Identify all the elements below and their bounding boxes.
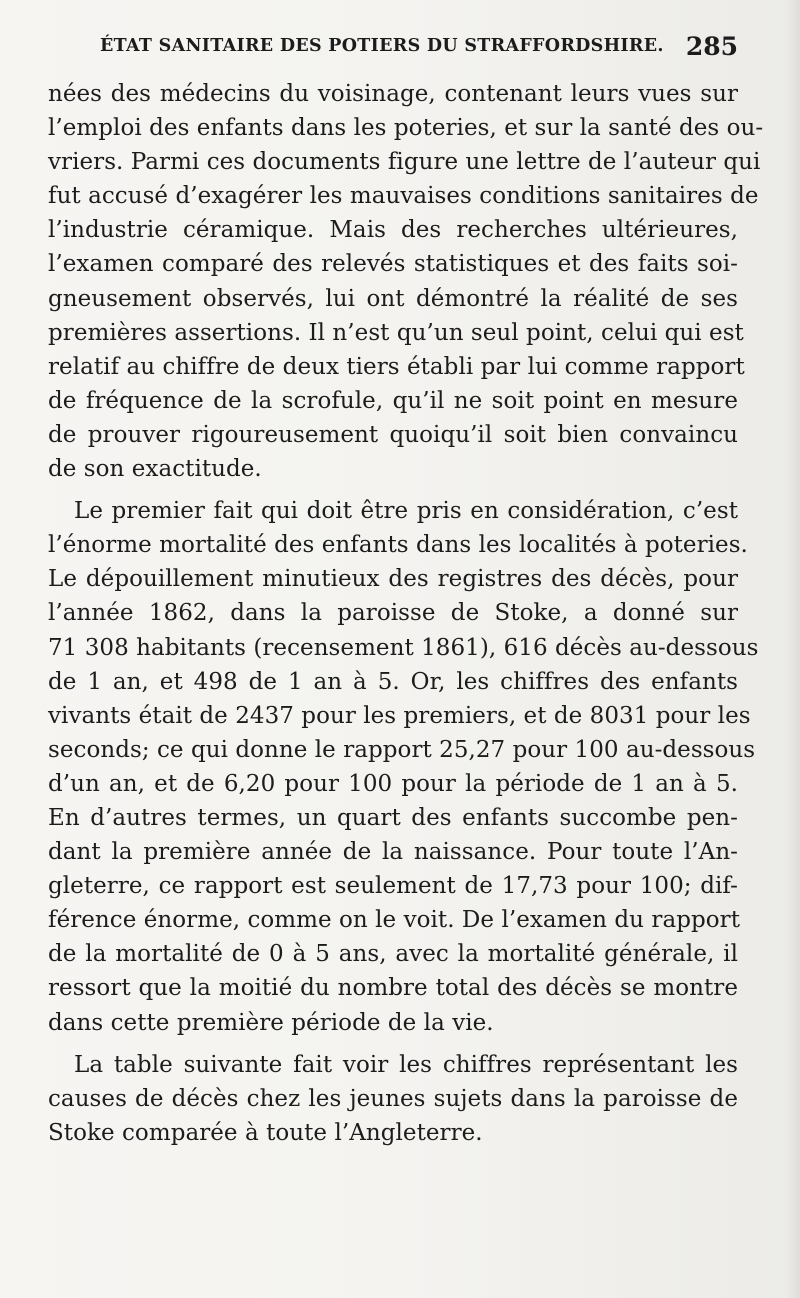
text-line: gleterre, ce rapport est seulement de 17,73 pour 100; dif- — [48, 873, 738, 900]
text-line: d’un an, et de 6,20 pour 100 pour la période de 1 an à 5. — [48, 770, 738, 797]
text-line: nées des médecins du voisinage, contenant leurs vues sur — [48, 81, 738, 107]
text-line: l’emploi des enfants dans les poteries, et sur la santé des ou- — [48, 115, 764, 142]
text-line: La table suivante fait voir les chiffres représentant les — [74, 1051, 738, 1078]
text-line: de fréquence de la scrofule, qu’il ne soit point en mesure — [48, 387, 738, 414]
text-line: En d’autres termes, un quart des enfants succombe pen- — [48, 804, 738, 831]
text-line: l’examen comparé des relevés statistiques et des faits soi- — [48, 251, 738, 278]
text-line: relatif au chiffre de deux tiers établi par lui comme rapport — [48, 353, 745, 380]
paragraph-gap — [48, 1040, 738, 1048]
text-line: de 1 an, et 498 de 1 an à 5. Or, les chiffres des enfants — [48, 668, 738, 695]
text-line: de prouver rigoureusement quoiqu’il soit bien convaincu — [48, 421, 738, 448]
text-line: férence énorme, comme on le voit. De l’examen du rapport — [48, 907, 740, 934]
text-line: de son exactitude. — [48, 456, 262, 483]
page-number: 285 — [685, 32, 738, 61]
body-text — [48, 77, 764, 1150]
text-line: vivants était de 2437 pour les premiers, et de 8031 pour les — [48, 702, 751, 729]
running-title: ÉTAT SANITAIRE DES POTIERS DU STRAFFORDSHIRE. — [100, 36, 664, 56]
text-line: dans cette première période de la vie. — [48, 1009, 494, 1036]
paragraph-1 — [48, 77, 764, 486]
text-line: fut accusé d’exagérer les mauvaises conditions sanitaires de — [48, 183, 759, 210]
paragraph-2 — [48, 494, 759, 1040]
paragraph-gap — [48, 486, 738, 494]
text-line: Le premier fait qui doit être pris en considération, c’est — [74, 498, 738, 525]
text-line: gneusement observés, lui ont démontré la réalité de ses — [48, 285, 738, 312]
text-line: vriers. Parmi ces documents figure une lettre de l’auteur qui — [48, 149, 761, 176]
text-line: 71 308 habitants (recensement 1861), 616 décès au-dessous — [48, 634, 759, 661]
text-line: Stoke comparée à toute l’Angleterre. — [48, 1119, 483, 1146]
page-edge-shadow — [786, 0, 800, 1298]
text-line: l’énorme mortalité des enfants dans les localités à poteries. — [48, 532, 748, 559]
text-line: causes de décès chez les jeunes sujets dans la paroisse de — [48, 1085, 738, 1112]
text-line: dant la première année de la naissance. Pour toute l’An- — [48, 839, 738, 866]
text-line: Le dépouillement minutieux des registres des décès, pour — [48, 566, 738, 593]
text-line: ressort que la moitié du nombre total des décès se montre — [48, 975, 738, 1002]
running-head — [48, 32, 742, 66]
text-line: de la mortalité de 0 à 5 ans, avec la mortalité générale, il — [48, 941, 738, 968]
text-line: l’année 1862, dans la paroisse de Stoke, a donné sur — [48, 600, 738, 627]
text-line: premières assertions. Il n’est qu’un seul point, celui qui est — [48, 319, 744, 346]
paragraph-3 — [48, 1048, 738, 1150]
text-line: seconds; ce qui donne le rapport 25,27 pour 100 au-dessous — [48, 736, 756, 763]
text-line: l’industrie céramique. Mais des recherches ultérieures, — [48, 217, 738, 244]
